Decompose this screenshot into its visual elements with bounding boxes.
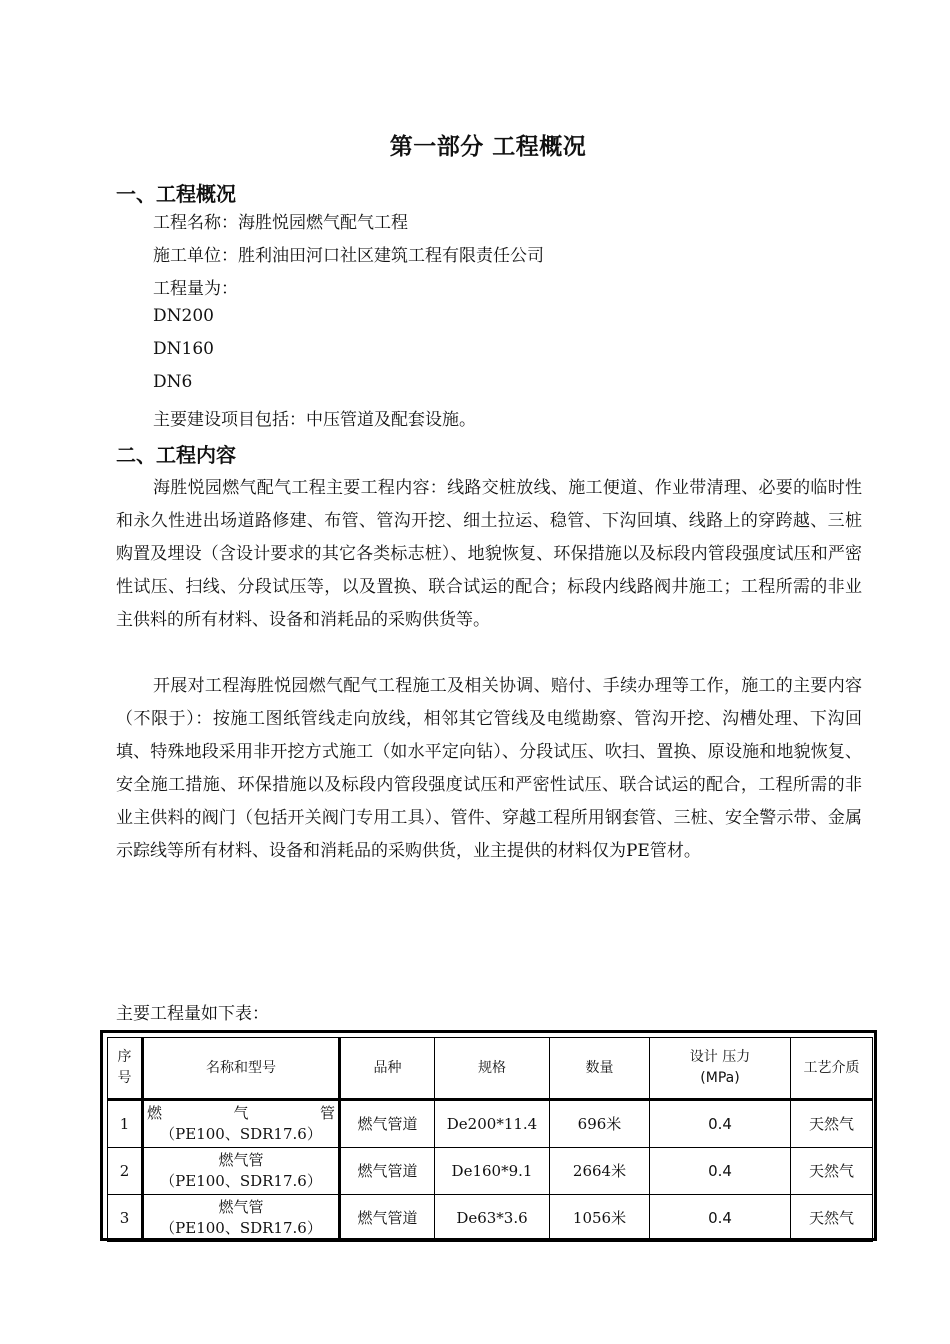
row-name-model: （PE100、SDR17.6） — [160, 1125, 322, 1143]
row-name-main: 燃气管 — [218, 1151, 264, 1169]
row-spec: De63*3.6 — [435, 1195, 550, 1242]
row-seq: 1 — [108, 1100, 143, 1148]
quantity-table-frame — [100, 1030, 877, 1241]
row-seq: 3 — [108, 1195, 143, 1242]
content-paragraph-1: 海胜悦园燃气配气工程主要工程内容：线路交桩放线、施工便道、作业带清理、必要的临时性和永久性进出场道路修建、布管、管沟开挖、细土拉运、稳管、下沟回填、线路上的穿跨越、三桩购置及埋设（含设计要求的其它各类标志桩）、地貌恢复、环保措施以及标段内管段强度试压和严密性试压、扫线、分段试压等，以及置换、联合试运的配合；标段内线路阀井施工；工程所需的非业主供料的所有材料、设备和消耗品的采购供货等。 — [116, 478, 862, 630]
row-medium: 天然气 — [791, 1195, 873, 1242]
quantity-item-dn6: DN6 — [153, 372, 193, 392]
header-name: 名称和型号 — [143, 1038, 340, 1100]
table-header-row — [108, 1038, 873, 1100]
header-pressure-label: 设计 压力 — [689, 1049, 751, 1065]
row-name-main: 燃气管 — [218, 1198, 264, 1216]
row-seq: 2 — [108, 1148, 143, 1195]
header-qty: 数量 — [550, 1038, 650, 1100]
row-qty: 2664米 — [550, 1148, 650, 1195]
header-pressure — [650, 1038, 791, 1100]
quantity-label: 工程量为： — [153, 279, 238, 299]
section-heading-content: 二、工程内容 — [116, 443, 236, 467]
row-name-model: （PE100、SDR17.6） — [160, 1219, 322, 1237]
quantity-item-dn160: DN160 — [153, 339, 214, 359]
row-qty: 696米 — [550, 1100, 650, 1148]
quantity-table — [107, 1037, 873, 1242]
project-name-line: 工程名称：海胜悦园燃气配气工程 — [153, 213, 408, 233]
row-spec: De200*11.4 — [435, 1100, 550, 1148]
scope-line: 主要建设项目包括：中压管道及配套设施。 — [153, 410, 476, 430]
row-kind: 燃气管道 — [340, 1195, 435, 1242]
row-qty: 1056米 — [550, 1195, 650, 1242]
row-name-main: 燃气管 — [147, 1104, 335, 1122]
section-heading-overview: 一、工程概况 — [116, 182, 236, 206]
header-spec: 规格 — [435, 1038, 550, 1100]
header-pressure-unit: (MPa) — [700, 1070, 740, 1086]
row-kind: 燃气管道 — [340, 1148, 435, 1195]
row-name — [143, 1148, 340, 1195]
row-kind: 燃气管道 — [340, 1100, 435, 1148]
table-row — [108, 1148, 873, 1195]
contractor-line: 施工单位：胜利油田河口社区建筑工程有限责任公司 — [153, 246, 544, 266]
row-pressure: 0.4 — [650, 1100, 791, 1148]
header-medium: 工艺介质 — [791, 1038, 873, 1100]
table-row — [108, 1100, 873, 1148]
content-paragraph-2: 开展对工程海胜悦园燃气配气工程施工及相关协调、赔付、手续办理等工作，施工的主要内容（不限于）：按施工图纸管线走向放线，相邻其它管线及电缆勘察、管沟开挖、沟槽处理、下沟回填、特殊地段采用非开挖方式施工（如水平定向钻）、分段试压、吹扫、置换、原设施和地貌恢复、安全施工措施、环保措施以及标段内管段强度试压和严密性试压、联合试运的配合，工程所需的非业主供料的阀门（包括开关阀门专用工具）、管件、穿越工程所用钢套管、三桩、安全警示带、金属示踪线等所有材料、设备和消耗品的采购供货，业主提供的材料仅为PE管材。 — [116, 676, 862, 861]
row-medium: 天然气 — [791, 1148, 873, 1195]
row-medium: 天然气 — [791, 1100, 873, 1148]
row-name — [143, 1100, 340, 1148]
page-title: 第一部分 工程概况 — [389, 134, 587, 160]
table-caption: 主要工程量如下表： — [116, 1004, 269, 1024]
row-name-model: （PE100、SDR17.6） — [160, 1172, 322, 1190]
row-pressure: 0.4 — [650, 1195, 791, 1242]
row-name — [143, 1195, 340, 1242]
row-pressure: 0.4 — [650, 1148, 791, 1195]
quantity-item-dn200: DN200 — [153, 306, 214, 326]
header-seq: 序号 — [108, 1038, 143, 1100]
table-row — [108, 1195, 873, 1242]
row-spec: De160*9.1 — [435, 1148, 550, 1195]
header-kind: 品种 — [340, 1038, 435, 1100]
